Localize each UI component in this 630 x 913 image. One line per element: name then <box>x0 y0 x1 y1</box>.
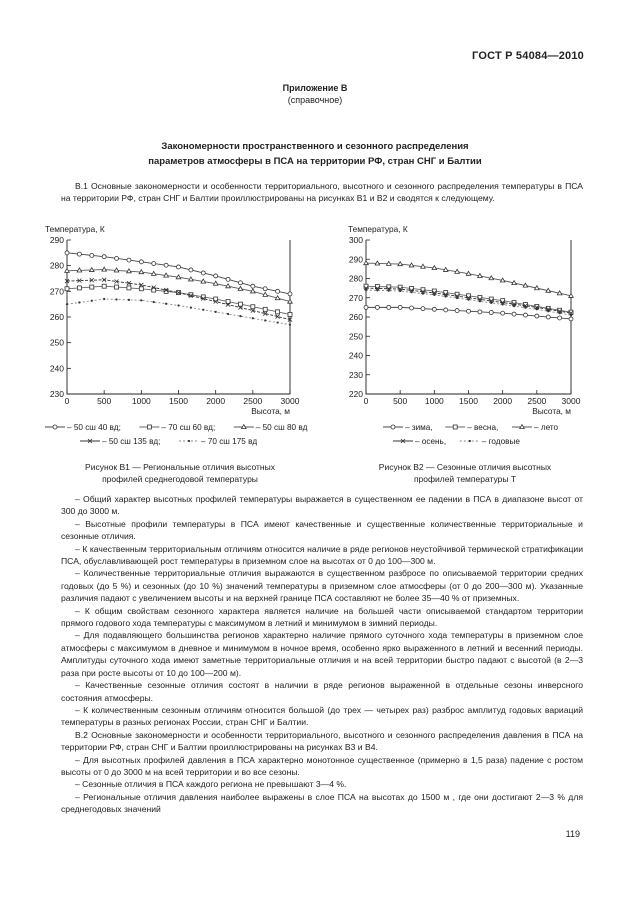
data-point <box>365 289 367 291</box>
legend-entry <box>179 437 257 446</box>
legend-entry <box>383 423 433 432</box>
data-point <box>252 317 254 319</box>
data-point <box>139 260 143 264</box>
data-point <box>238 286 243 290</box>
figure-b1-caption-line2: профилей среднегодовой температуры <box>102 474 258 484</box>
data-point <box>557 291 562 295</box>
data-point <box>226 277 230 281</box>
x-tick-label: 1500 <box>459 396 478 406</box>
x-tick-label: 0 <box>363 396 369 406</box>
intro-paragraph: В.1 Основные закономерности и особенности территориального, высотного и сезонного распределения температуры в ПСА на территории РФ, стран СНГ и Балтии проиллюстрированы на рисунках В1 и В2 и сводятся к следующему. <box>61 181 583 204</box>
data-point <box>558 316 562 320</box>
data-point <box>251 305 255 309</box>
data-point <box>432 266 437 270</box>
data-point <box>102 255 106 259</box>
data-point <box>66 303 68 305</box>
data-point <box>227 313 229 315</box>
data-point <box>215 311 217 313</box>
data-point <box>77 252 81 256</box>
data-point <box>456 297 458 299</box>
plot-frame <box>67 240 290 394</box>
y-tick-label: 290 <box>49 235 64 245</box>
data-point <box>364 261 369 265</box>
data-point <box>251 284 255 288</box>
data-point <box>398 262 403 266</box>
data-point <box>502 303 504 305</box>
legend-entry <box>45 423 121 432</box>
figure-b1-caption <box>55 461 305 485</box>
data-point <box>409 263 414 267</box>
body-paragraph: – Региональные отличия давления наиболее выражены в слое ПСА на высотах до 1500 м , где они достигают 2—3 % для среднегодовых значений <box>61 791 583 815</box>
data-point <box>226 284 231 288</box>
data-point <box>251 289 256 293</box>
data-point <box>523 313 527 317</box>
data-point <box>410 291 412 293</box>
data-point <box>467 299 469 301</box>
body-paragraph: – К общим свойствам сезонного характера является наличие на большей части описываемой стандартом территории прямого годового хода температуры с максимумом в летний и минимумом в зимний периоды. <box>61 605 583 629</box>
data-point <box>114 268 119 272</box>
figure-b2-caption-line1: Рисунок В2 — Сезонные отличия высотных <box>378 462 552 472</box>
x-tick-label: 2500 <box>527 396 547 406</box>
data-point <box>535 314 539 318</box>
data-point <box>277 321 279 323</box>
y-tick-label: 250 <box>49 337 64 348</box>
legend-label: – 50 сш 40 вд; <box>67 423 121 432</box>
data-point <box>214 274 218 278</box>
data-point <box>115 285 119 289</box>
legend-label: – зима, <box>405 423 433 432</box>
body-paragraph: – К количественным сезонным отличиям относится большой (до трех — четырех раз) разброс амплитуд годовых вариаций температуры в разных регионах России, стран СНГ и Балтии. <box>61 704 583 728</box>
data-point <box>201 271 205 275</box>
legend-label: – 50 сш 80 вд <box>255 423 308 432</box>
y-axis-label: Температура, К <box>45 224 105 234</box>
figure-b2-caption-line2: профилей температуры Т <box>413 474 517 484</box>
data-point <box>445 295 447 297</box>
data-point <box>489 311 493 315</box>
data-point <box>523 283 528 287</box>
data-point <box>177 304 179 306</box>
series-зима <box>364 305 573 321</box>
x-tick-label: 2500 <box>243 396 263 406</box>
body-paragraph: В.2 Основные закономерности и особенности территориального, высотного и сезонного распределения давления в ПСА на территории РФ, стран СНГ и Балтии проиллюстрированы на рисунках В3 и В4. <box>61 729 583 753</box>
y-tick-label: 280 <box>348 273 363 284</box>
series-50 сш 40 вд <box>65 251 292 296</box>
data-point <box>524 307 526 309</box>
legend-label: – годовые <box>481 437 520 446</box>
data-point <box>569 293 574 297</box>
data-point <box>489 276 494 280</box>
data-point <box>546 315 550 319</box>
data-point <box>164 273 169 277</box>
y-tick-label: 220 <box>348 389 363 399</box>
section-title-line2: параметров атмосферы в ПСА на территории РФ, стран СНГ и Балтии <box>148 156 482 167</box>
legend-label: – 70 сш 60 вд; <box>161 423 216 432</box>
y-tick-label: 270 <box>348 292 363 303</box>
body-paragraph: – Сезонные отличия в ПСА каждого региона не превышают 3—4 %. <box>75 779 347 790</box>
legend-label: – 70 сш 175 вд <box>201 437 258 446</box>
data-point <box>264 319 266 321</box>
data-point <box>115 298 117 300</box>
series-лето <box>364 261 574 298</box>
data-point <box>139 287 143 291</box>
data-point <box>455 269 460 273</box>
data-point <box>263 307 267 311</box>
data-point <box>478 274 483 278</box>
y-tick-label: 270 <box>49 286 64 297</box>
data-point <box>127 258 131 262</box>
series-line <box>67 253 290 294</box>
data-point <box>263 287 267 291</box>
data-point <box>288 312 292 316</box>
data-point <box>275 296 280 300</box>
data-point <box>500 278 505 282</box>
data-point <box>386 261 391 265</box>
data-point <box>410 306 414 310</box>
data-point <box>276 289 280 293</box>
body-paragraph: – К качественным территориальным отличиям относится наличие в ряде регионов неустойчивой термической стратификации ПСА, обуславливающей рост температуры в приземном слое на высотах от 0 до 100—300 м. <box>61 543 583 567</box>
data-point <box>288 292 292 296</box>
x-tick-label: 0 <box>64 396 70 406</box>
data-point <box>127 286 131 290</box>
data-point <box>398 305 402 309</box>
body-paragraph: – Для высотных профилей давления в ПСА характерно монотонное существенное (примерно в 1,5 раза) падение с ростом высоты от 0 до 3000 м на всей территории и во все сезоны. <box>61 754 583 777</box>
legend-marker <box>453 425 457 429</box>
y-tick-label: 300 <box>348 235 363 245</box>
data-point <box>65 251 69 255</box>
data-point <box>102 284 106 288</box>
legend-marker <box>520 425 525 429</box>
body-paragraph: – Для подавляющего большинства регионов характерно наличие прямого суточного хода температуры в приземном слое атмосферы с максимумом в дневное и минимумом в ночное время, особенно ярко выраженного в летний и весенний периоды. Амплитуды суточного хода имеют заметные территориальные отличия и на всей территории быстро падают с высотой (в 2—3 раза при росте высоты от 10 до 100—200 м). <box>61 630 583 678</box>
body-paragraph: – Общий характер высотных профилей температуры выражается в существенном ее падении в ПСА в диапазоне высот от 300 до 3000 м. <box>61 494 583 517</box>
series-line <box>67 299 290 325</box>
data-point <box>466 271 471 275</box>
data-point <box>77 268 82 272</box>
data-point <box>140 299 142 301</box>
y-tick-label: 260 <box>49 312 64 322</box>
legend-marker <box>391 425 395 429</box>
data-point <box>422 292 424 294</box>
data-point <box>90 285 94 289</box>
data-point <box>165 303 167 305</box>
legend-entry <box>460 437 521 446</box>
legend-entry <box>234 423 308 432</box>
legend-entry <box>445 423 498 432</box>
data-point <box>444 308 448 312</box>
legend-marker <box>188 440 190 442</box>
data-point <box>176 275 181 279</box>
body-paragraph: – Количественные территориальные отличия выражаются в существенном разбросе по описываемой территории средних годовых (до 5 %) и сезонных (до 10 %) значений температуры в приземном слое атмосферы (от 0 до 200—300 м). Указанные различия падают с увеличением высоты и на верхней границе ПСА составляют не более 35—40 % от приземных. <box>61 568 583 604</box>
data-point <box>569 317 573 321</box>
data-point <box>433 294 435 296</box>
legend-label: – лето <box>534 423 559 432</box>
data-point <box>153 301 155 303</box>
data-point <box>90 253 94 257</box>
appendix-subtitle: (справочное) <box>287 95 343 105</box>
x-tick-label: 500 <box>97 396 112 406</box>
data-point <box>443 267 448 271</box>
series-line <box>366 263 571 296</box>
data-point <box>570 314 572 316</box>
legend-label: – 50 сш 135 вд; <box>102 437 161 446</box>
data-point <box>467 309 471 313</box>
y-tick-label: 230 <box>49 389 64 399</box>
standard-header: ГОСТ Р 54084—2010 <box>472 50 584 62</box>
data-point <box>177 265 181 269</box>
data-point <box>547 310 549 312</box>
data-point <box>164 263 168 267</box>
x-tick-label: 1000 <box>424 396 444 406</box>
page-number: 119 <box>565 829 580 839</box>
data-point <box>512 312 516 316</box>
data-point <box>289 324 291 326</box>
y-tick-label: 280 <box>49 260 64 271</box>
legend-entry <box>393 437 446 446</box>
figure-b2-chart <box>338 220 598 455</box>
data-point <box>432 307 436 311</box>
data-point <box>102 267 107 271</box>
data-point <box>115 256 119 260</box>
appendix-title: Приложение В <box>282 83 348 93</box>
body-paragraph: – Качественные сезонные отличия состоят в наличии в ряде регионов выраженной в отдельные сезоны инверсного состояния атмосферы. <box>61 680 583 703</box>
data-point <box>276 310 280 314</box>
data-point <box>490 302 492 304</box>
data-point <box>239 315 241 317</box>
data-point <box>77 286 81 290</box>
x-axis-label: Высота, м <box>532 406 571 416</box>
data-point <box>202 309 204 311</box>
data-point <box>103 298 105 300</box>
data-point <box>536 308 538 310</box>
figure-b1-caption-line1: Рисунок В1 — Региональные отличия высотных <box>85 462 275 472</box>
data-point <box>399 290 401 292</box>
data-point <box>238 302 242 306</box>
data-point <box>78 301 80 303</box>
data-point <box>190 306 192 308</box>
data-point <box>364 305 368 309</box>
data-point <box>546 288 551 292</box>
y-tick-label: 240 <box>49 363 64 374</box>
legend-entry <box>80 437 160 446</box>
data-point <box>376 289 378 291</box>
figure-b1-chart <box>40 220 310 455</box>
legend-entry <box>139 423 215 432</box>
data-point <box>388 290 390 292</box>
data-point <box>375 305 379 309</box>
x-tick-label: 2000 <box>206 396 226 406</box>
data-point <box>375 261 380 265</box>
data-point <box>263 292 268 296</box>
section-title-line1: Закономерности пространственного и сезонного распределения <box>161 141 469 152</box>
data-point <box>288 299 293 303</box>
data-point <box>139 270 144 274</box>
data-point <box>151 271 156 275</box>
data-point <box>91 300 93 302</box>
y-tick-label: 230 <box>348 369 363 380</box>
x-tick-label: 2000 <box>493 396 513 406</box>
figure-b2-caption <box>345 461 585 485</box>
legend-entry <box>512 423 559 432</box>
x-axis-label: Высота, м <box>251 406 290 416</box>
series-50 сш 80 вд <box>65 267 293 303</box>
data-point <box>127 269 132 273</box>
x-tick-label: 1500 <box>169 396 188 406</box>
plot-frame <box>366 240 571 394</box>
legend-marker <box>147 425 151 429</box>
data-point <box>455 309 459 313</box>
data-point <box>387 305 391 309</box>
data-point <box>421 264 426 268</box>
y-tick-label: 290 <box>348 254 363 265</box>
data-point <box>421 307 425 311</box>
data-point <box>501 311 505 315</box>
x-tick-label: 1000 <box>131 396 151 406</box>
legend-marker <box>242 425 247 429</box>
data-point <box>512 281 517 285</box>
data-point <box>513 305 515 307</box>
data-point <box>559 312 561 314</box>
data-point <box>128 299 130 301</box>
y-tick-label: 250 <box>348 331 363 342</box>
y-tick-label: 260 <box>348 312 363 322</box>
data-point <box>189 277 194 281</box>
data-point <box>201 279 206 283</box>
data-point <box>478 310 482 314</box>
y-tick-label: 240 <box>348 350 363 361</box>
x-tick-label: 500 <box>393 396 408 406</box>
body-text <box>61 493 583 816</box>
data-point <box>65 287 69 291</box>
legend-label: – осень, <box>415 437 447 446</box>
data-point <box>238 281 242 285</box>
data-point <box>479 300 481 302</box>
data-point <box>65 268 70 272</box>
data-point <box>535 286 540 290</box>
legend-marker <box>53 425 57 429</box>
x-tick-label: 3000 <box>561 396 581 406</box>
x-tick-label: 3000 <box>280 396 300 406</box>
data-point <box>152 262 156 266</box>
y-axis-label: Температура, К <box>348 224 408 234</box>
data-point <box>89 268 94 272</box>
data-point <box>213 281 218 285</box>
body-paragraph: – Высотные профили температуры в ПСА имеют качественные и существенные количественные территориальные и сезонные отличия. <box>61 518 583 542</box>
data-point <box>189 268 193 272</box>
legend-marker <box>469 440 471 442</box>
legend-label: – весна, <box>467 423 499 432</box>
